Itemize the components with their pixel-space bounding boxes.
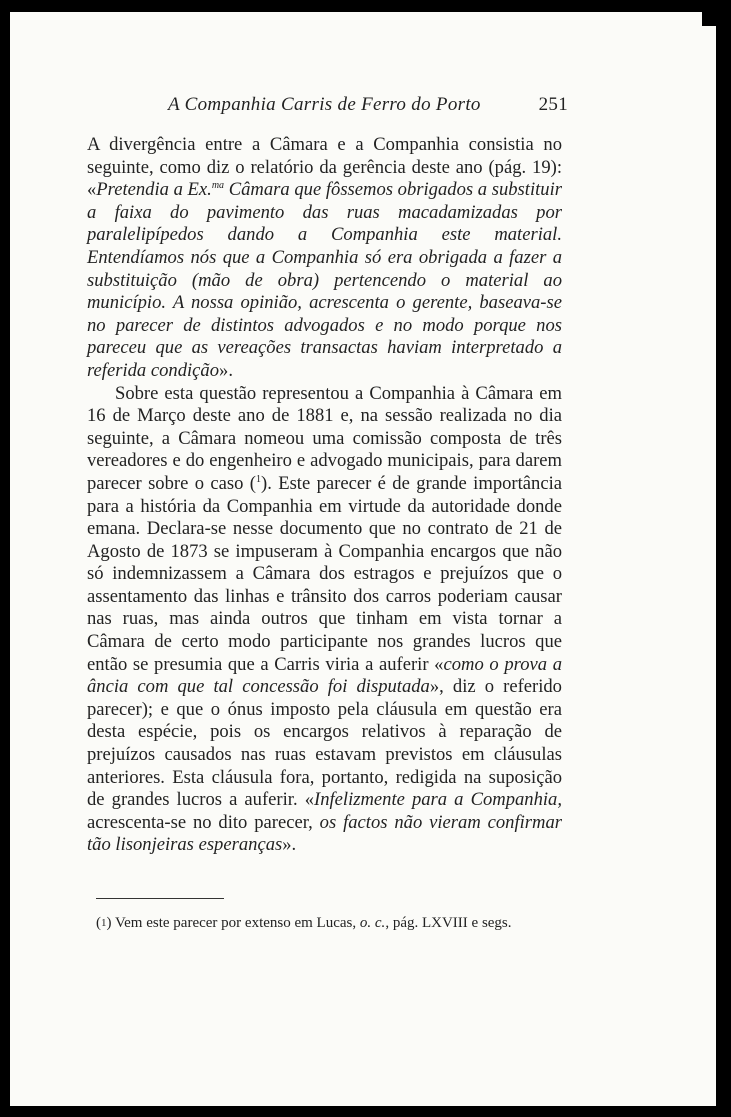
running-title: A Companhia Carris de Ferro do Porto: [168, 94, 481, 115]
p2-end: ».: [282, 834, 297, 856]
p2-quote-2: Infelizmente para a Companhia,: [314, 789, 562, 811]
book-page: [10, 12, 716, 1106]
footnote-text-a: Vem este parecer por extenso em Lucas,: [114, 915, 360, 931]
p1-quote: [87, 179, 562, 381]
p2-text-c: », diz o referido parecer); e que o ónus imposto pela cláusula em questão era desta espécie, pois os encargos relativos à reparação de prejuízos causados nas ruas estavam previstos em cláusulas anteriores. Esta cláusula fora, portanto, redigida na suposição de grandes lucros a auferir. «: [87, 676, 562, 811]
footnote-citation: o. c.: [359, 915, 386, 931]
p1-quote-start: Pretendia a Ex.: [96, 179, 212, 201]
body-text: [87, 134, 562, 857]
running-header: [168, 94, 568, 116]
paragraph-1: [87, 134, 562, 383]
paragraph-2: [87, 383, 562, 857]
p2-text-a: Sobre esta questão representou a Companhia à Câmara em 16 de Março deste ano de 1881 e, na sessão realizada no dia seguinte, a Câmara nomeou uma comissão composta de três vereadores e do engenheiro e advogado municipais, para darem parecer sobre o caso (: [87, 382, 562, 494]
page-number: 251: [538, 94, 568, 115]
footnote-rule: [96, 898, 224, 899]
footnote-number: 1: [101, 917, 107, 929]
p2-quote-1: como o prova a ância com que tal concessão foi disputada: [87, 653, 562, 698]
p2-text-d: acrescenta-se no dito parecer,: [87, 811, 320, 833]
scan-frame-corner: [702, 12, 716, 26]
p1-text: A divergência entre a Câmara e a Companhia consistia no seguinte, como diz o relatório da gerência deste ano (pág. 19): «: [87, 134, 562, 201]
p1-end: ».: [219, 359, 233, 381]
p1-quote-rest: Câmara que fôssemos obrigados a substituir a faixa do pavimento das ruas macadamizadas por paralelipípedos dando a Companhia este material. Entendíamos nós que a Companhia só era obrigada a fazer a substituição (mão de obra) pertencendo o material ao município. A nossa opinião, acrescenta o gerente, baseava-se no parecer de distintos advogados e no modo porque nos pareceu que as vereações transactas haviam interpretado a referida condição: [87, 179, 562, 381]
footnote-text-b: , pág. LXVIII e segs.: [385, 915, 512, 931]
p1-superscript: ma: [211, 180, 225, 191]
p2-text-b: ). Este parecer é de grande importância para a história da Companhia em virtude da autoridade donde emana. Declara-se nesse documento que no contrato de 21 de Agosto de 1873 se impuseram à Companhia encargos que não só indemnizassem a Câmara dos estragos e prejuízos que o assentamento das linhas e trânsito dos carros poderiam causar nas ruas, mas ainda outros que tinham em vista tornar a Câmara de certo modo participante nos grandes lucros que então se presumia que a Carris viria a auferir «: [87, 472, 562, 675]
footnote-reference: 1: [256, 473, 261, 485]
p2-quote-3: os factos não vieram confirmar tão lisonjeiras esperanças: [87, 811, 562, 856]
footnote: ($^1$) Vem este parecer por extenso em Lucas, o. c., pág. LXVIII e segs.: [96, 915, 512, 931]
